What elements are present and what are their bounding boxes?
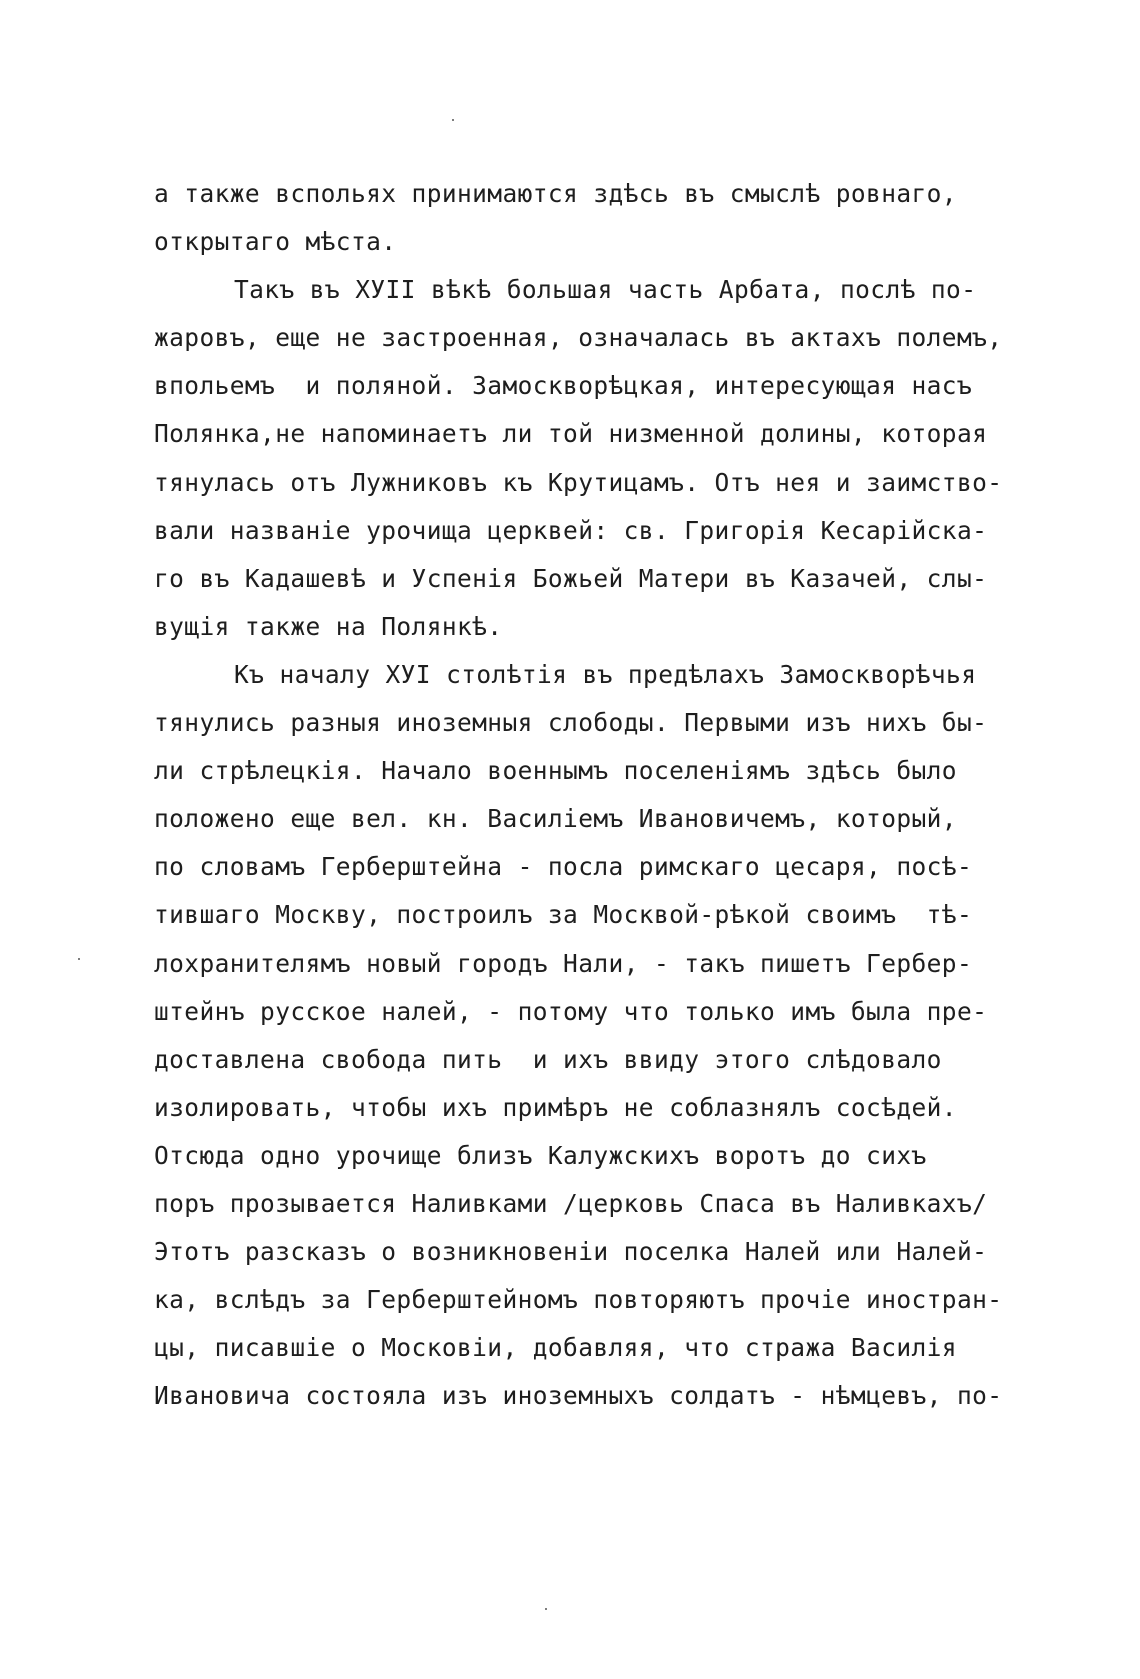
text-line: поръ прозывается Наливками /церковь Спаса въ Наливкахъ/: [154, 1188, 988, 1218]
text-line: вущія также на Полянкѣ.: [154, 611, 503, 641]
text-line: Отсюда одно урочище близъ Калужскихъ воротъ до сихъ: [154, 1140, 927, 1170]
text-line: положено еще вел. кн. Василіемъ Ивановичемъ, который,: [154, 804, 957, 834]
text-line: доставлена свобода пить и ихъ ввиду этого слѣдовало: [154, 1044, 942, 1074]
text-line: Полянка,не напоминаетъ ли той низменной долины, которая: [154, 419, 988, 449]
text-line: тянулись разныя иноземныя слободы. Первыми изъ нихъ бы-: [154, 708, 988, 738]
text-line: ка, вслѣдъ за Герберштейномъ повторяютъ прочіе иностран-: [154, 1285, 1003, 1315]
text-line: вали названіе урочища церквей: св. Григорія Кесарійска-: [154, 515, 988, 545]
text-line: Ивановича состояла изъ иноземныхъ солдатъ - нѣмцевъ, по-: [154, 1381, 1003, 1411]
text-line: а также вспольях принимаются здѣсь въ смыслѣ ровнаго,: [154, 179, 957, 208]
text-line: изолировать, чтобы ихъ примѣръ не соблазнялъ сосѣдей.: [154, 1092, 957, 1122]
text-line: жаровъ, еще не застроенная, означалась въ актахъ полемъ,: [154, 323, 1003, 353]
paper-speck: [545, 1608, 547, 1610]
text-line: по словамъ Герберштейна - посла римскаго цесаря, посѣ-: [154, 852, 973, 882]
text-line: лохранителямъ новый городъ Нали, - такъ пишетъ Гербер-: [154, 948, 973, 978]
text-line: открытаго мѣста.: [154, 227, 397, 257]
paper-speck: [452, 119, 454, 121]
document-text: [154, 170, 1034, 1420]
text-line: Этотъ разсказъ о возникновеніи поселка Налей или Налей-: [154, 1237, 988, 1267]
text-line: Къ началу ХУІ столѣтія въ предѣлахъ Замоскворѣчья: [234, 659, 977, 689]
text-line: тянулась отъ Лужниковъ къ Крутицамъ. Отъ нея и заимство-: [154, 467, 1003, 497]
text-line: впольемъ и поляной. Замоскворѣцкая, интересующая насъ: [154, 371, 973, 401]
text-line: тившаго Москву, построилъ за Москвой-рѣкой своимъ тѣ-: [154, 900, 973, 930]
text-line: Такъ въ ХУІІ вѣкѣ большая часть Арбата, послѣ по-: [234, 275, 977, 305]
text-line: цы, писавшіе о Московіи, добавляя, что стража Василія: [154, 1333, 957, 1363]
text-line: ли стрѣлецкія. Начало военнымъ поселеніямъ здѣсь было: [154, 756, 957, 786]
paper-speck: [78, 958, 80, 960]
text-line: штейнъ русское налей, - потому что только имъ была пре-: [154, 996, 988, 1026]
text-line: го въ Кадашевѣ и Успенія Божьей Матери въ Казачей, слы-: [154, 563, 988, 593]
